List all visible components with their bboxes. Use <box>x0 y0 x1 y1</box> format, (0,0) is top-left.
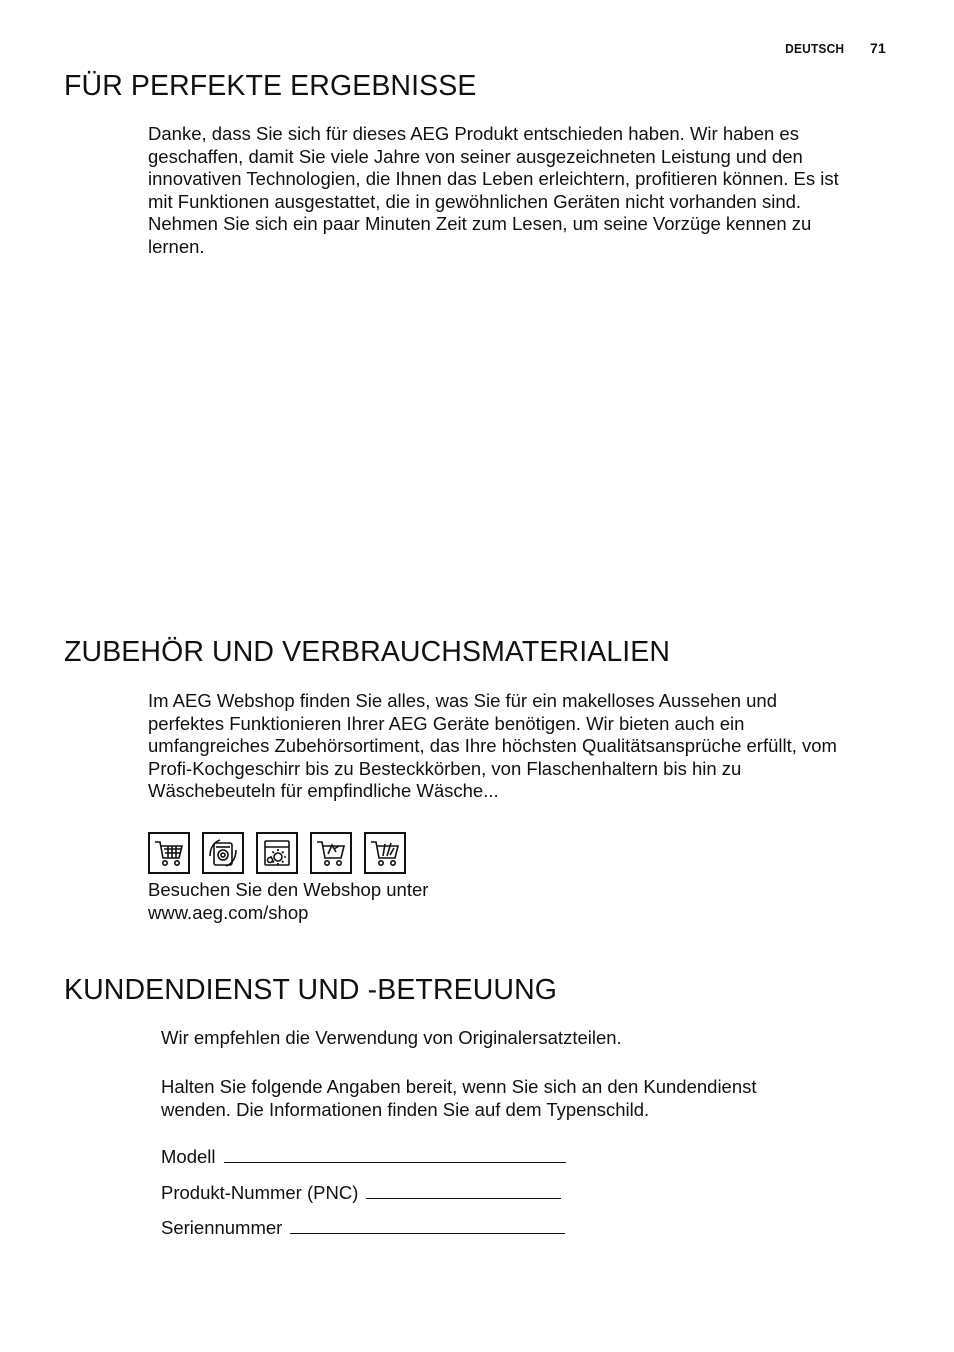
webshop-link[interactable]: www.aeg.com/shop <box>148 901 309 923</box>
pnc-input-line[interactable] <box>366 1180 561 1199</box>
cart-accessories-icon <box>310 832 352 874</box>
accessories-paragraph <box>148 690 837 803</box>
service-info-line: wenden. Die Informationen finden Sie auf dem Typenschild. <box>161 1098 650 1120</box>
intro-paragraph <box>148 123 839 259</box>
intro-line: geschaffen, damit Sie viele Jahre von seiner ausgezeichneten Leistung und den <box>148 145 803 167</box>
accessories-line: umfangreiches Zubehörsortiment, das Ihre höchsten Qualitätsansprüche erfüllt, vom <box>148 735 837 757</box>
accessories-line: Profi-Kochgeschirr bis zu Besteckkörben, von Flaschenhaltern bis hin zu <box>148 757 742 779</box>
webshop-icons <box>148 832 406 874</box>
pnc-field <box>161 1180 561 1204</box>
intro-line: mit Funktionen ausgestattet, die in gewöhnlichen Geräten nicht vorhanden sind. <box>148 190 802 212</box>
spare-parts-note: Wir empfehlen die Verwendung von Originalersatzteilen. <box>161 1027 622 1048</box>
model-label: Modell <box>161 1146 216 1167</box>
serial-label: Seriennummer <box>161 1217 283 1238</box>
cart-cleaning-icon <box>364 832 406 874</box>
webshop-visit-text: Besuchen Sie den Webshop unter <box>148 879 429 900</box>
accessories-line: perfektes Funktionieren Ihrer AEG Geräte benötigen. Wir bieten auch ein <box>148 712 745 734</box>
page-number: 71 <box>870 40 886 56</box>
section-title-accessories: ZUBEHÖR UND VERBRAUCHSMATERIALIEN <box>64 636 671 668</box>
service-info-paragraph <box>161 1076 757 1121</box>
serial-field <box>161 1215 565 1239</box>
model-input-line[interactable] <box>224 1144 566 1163</box>
section-title-results: FÜR PERFEKTE ERGEBNISSE <box>64 70 477 102</box>
intro-line: innovativen Technologien, die Ihnen das Leben erleichtern, profitieren können. Es ist <box>148 168 839 190</box>
page-header <box>780 40 886 56</box>
appliance-care-icon <box>202 832 244 874</box>
accessories-line: Wäschebeuteln für empfindliche Wäsche... <box>148 780 499 802</box>
webshop-visit <box>148 879 428 924</box>
service-info-line: Halten Sie folgende Angaben bereit, wenn Sie sich an den Kundendienst <box>161 1076 757 1097</box>
shopping-cart-icon <box>148 832 190 874</box>
model-field <box>161 1144 566 1168</box>
serial-input-line[interactable] <box>290 1215 565 1234</box>
pnc-label: Produkt-Nummer (PNC) <box>161 1182 359 1203</box>
intro-line: Danke, dass Sie sich für dieses AEG Produkt entschieden haben. Wir haben es <box>148 123 799 144</box>
accessories-line: Im AEG Webshop finden Sie alles, was Sie für ein makelloses Aussehen und <box>148 690 778 711</box>
section-title-service: KUNDENDIENST UND -BETREUUNG <box>64 974 558 1006</box>
intro-line: Nehmen Sie sich ein paar Minuten Zeit zum Lesen, um seine Vorzüge kennen zu <box>148 213 812 235</box>
spare-part-gear-icon <box>256 832 298 874</box>
intro-line: lernen. <box>148 235 205 257</box>
language-label: DEUTSCH <box>784 41 845 56</box>
